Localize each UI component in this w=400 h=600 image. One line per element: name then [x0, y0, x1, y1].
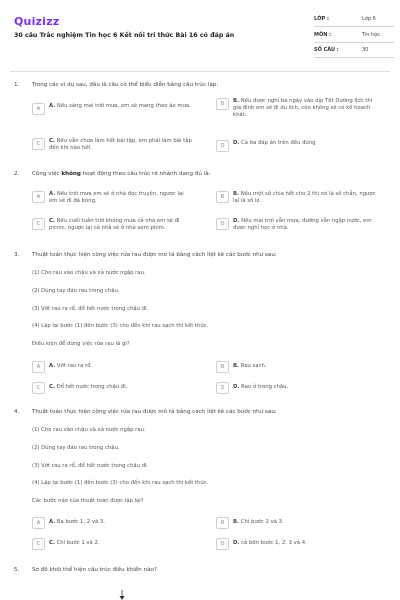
question-4-option-a[interactable]: A A. Ba bước 1, 2 và 3. — [32, 517, 192, 529]
question-3-step: (1) Cho rau vào chậu và xả nước ngập rau. — [32, 270, 146, 276]
option-badge: C — [32, 382, 45, 394]
option-badge: B — [216, 517, 229, 529]
question-3-step: (2) Dùng tay đảo rau trong chậu. — [32, 288, 120, 294]
option-badge: D — [216, 538, 229, 550]
question-3-step: (3) Vớt rau ra rổ, đổ hết nước trong chậu đi. — [32, 306, 149, 312]
question-2-option-d[interactable]: D D. Nếu mai trời vẫn mưa, đường vẫn ngập nước, em được nghỉ học ở nhà. — [216, 218, 376, 232]
option-badge: C — [32, 218, 45, 230]
question-4-option-c[interactable]: C C. Chỉ bước 1 và 2. — [32, 538, 192, 550]
question-3-subquestion: Điều kiện để dừng việc rửa rau là gì? — [32, 341, 130, 347]
option-badge: C — [32, 138, 45, 150]
question-2-option-a[interactable]: A A. Nếu trời mưa em sẽ ở nhà đọc truyện, ngược lại em sẽ đi đá bóng. — [32, 191, 192, 205]
option-badge: C — [32, 538, 45, 550]
question-4-subquestion: Các bước nào của thuật toán được lặp lại? — [32, 498, 144, 504]
option-badge: A — [32, 517, 45, 529]
question-4-step: (1) Cho rau vào chậu và xả nước ngập rau. — [32, 427, 146, 433]
question-1-option-c[interactable]: C C. Nếu vẫn chưa làm hết bài tập, em phải làm bài tập đến khi nào hết. — [32, 138, 192, 152]
question-2-number: 2. — [14, 171, 20, 177]
meta-subject: MÔN : Tin học — [314, 29, 394, 43]
document-title: 30 câu Trắc nghiệm Tin học 6 Kết nối tri thức Bài 16 có đáp án — [14, 32, 235, 39]
question-4-step: (4) Lặp lại bước (1) đến bước (3) cho đến khi rau sạch thì kết thúc. — [32, 480, 209, 486]
question-4-step: (3) Vớt rau ra rổ, đổ hết nước trong chậu đi. — [32, 463, 149, 469]
question-3-option-c[interactable]: C C. Đổ hết nước trong chậu đi. — [32, 382, 192, 394]
option-badge: B — [216, 361, 229, 373]
question-4-option-d[interactable]: D D. cả bốn bước 1, 2, 3 và 4. — [216, 538, 376, 550]
question-4-number: 4. — [14, 409, 20, 415]
option-badge: D — [216, 218, 229, 230]
question-2-option-b[interactable]: B B. Nếu một số chia hết cho 2 thì nó là số chẵn, ngược lại là số lẻ. — [216, 191, 376, 205]
question-3-text: Thuật toán thực hiện công việc rửa rau được mô tả bằng cách liệt kê các bước như sau: — [32, 252, 277, 258]
question-5-text: Sơ đồ khối thể hiện cấu trúc điều khiển nào? — [32, 567, 157, 573]
question-1-text: Trong các ví dụ sau, đâu là câu có thể biểu diễn bằng cấu trúc lặp: — [32, 82, 219, 88]
question-5-number: 5. — [14, 567, 20, 573]
option-badge: D — [216, 140, 229, 152]
option-badge: B — [216, 98, 229, 110]
quizizz-logo: Quizizz — [14, 15, 60, 28]
option-badge: A — [32, 361, 45, 373]
question-3-option-a[interactable]: A A. Vớt rau ra rổ. — [32, 361, 192, 373]
meta-question-count: SỐ CÂU : 30 — [314, 44, 394, 58]
question-4-option-b[interactable]: B B. Chỉ bước 2 và 3. — [216, 517, 376, 529]
option-badge: B — [216, 191, 229, 203]
question-2-option-c[interactable]: C C. Nếu cuối tuần trời không mưa cả nhà em sẽ đi picnic, ngược lại cả nhà sẽ ở nhà xem phim. — [32, 218, 192, 232]
question-3-option-d[interactable]: D D. Rau ở trong chậu. — [216, 382, 376, 394]
question-3-step: (4) Lặp lại bước (1) đến bước (3) cho đến khi rau sạch thì kết thúc. — [32, 323, 209, 329]
header-divider — [10, 71, 390, 72]
page-header — [0, 0, 400, 70]
flowchart-arrow-icon — [118, 590, 126, 600]
question-3-number: 3. — [14, 252, 20, 258]
question-1-number: 1. — [14, 82, 20, 88]
question-1-option-b[interactable]: B B. Nếu được nghỉ ba ngày vào dịp Tết Dương lịch thì gia đình em sẽ đi du lịch, còn không sẽ có kế hoạch khác. — [216, 98, 376, 119]
question-4-step: (2) Dùng tay đảo rau trong chậu. — [32, 445, 120, 451]
question-1-option-d[interactable]: D D. Cả ba đáp án trên đều đúng — [216, 140, 376, 152]
meta-class: LỚP : Lớp 6 — [314, 13, 394, 27]
question-1-option-a[interactable]: A A. Nếu sáng mai trời mưa, em sẽ mang theo áo mưa. — [32, 103, 192, 115]
option-badge: D — [216, 382, 229, 394]
question-3-option-b[interactable]: B B. Rau sạch. — [216, 361, 376, 373]
option-badge: A — [32, 103, 45, 115]
question-2-text: Công việc không hoạt động theo cấu trúc rẽ nhánh dạng đủ là: — [32, 171, 211, 177]
option-badge: A — [32, 191, 45, 203]
question-4-text: Thuật toán thực hiện công việc rửa rau được mô tả bằng cách liệt kê các bước như sau: — [32, 409, 277, 415]
